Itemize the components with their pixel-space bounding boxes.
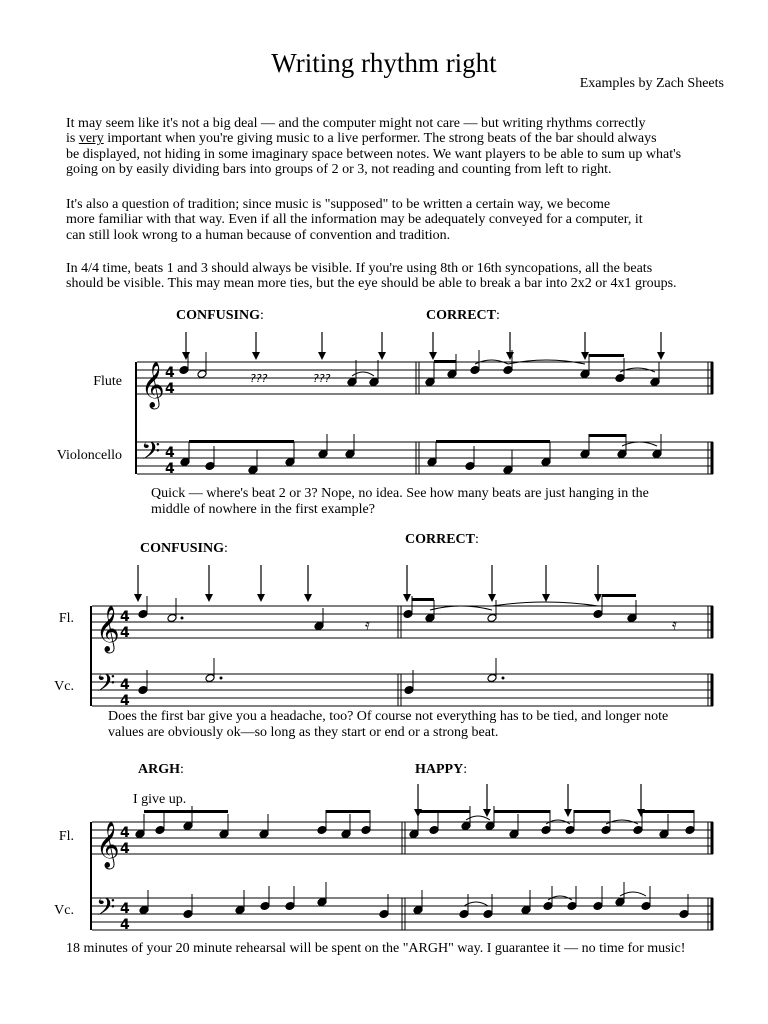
ex2-beat-arrow-7-head: [594, 594, 602, 602]
ex1-beat-arrow-3-head: [378, 352, 386, 360]
ex2-beat-arrow-3-head: [304, 594, 312, 602]
ex1-instrument-flute: Flute: [93, 374, 122, 389]
p1-text-b: important when you're giving music to a live performer. The strong beats of the bar should always be displayed, not hiding in some imaginary space between notes. We want players to be able to sum up what's going on by easily dividing bars into groups of 2 or 3, not reading and counting from left to right.: [66, 131, 682, 178]
ex2-beat-arrow-6-head: [542, 594, 550, 602]
ex1-beat-arrow-5-head: [506, 352, 514, 360]
ex2-fl-tie-1: [430, 606, 492, 610]
ex2-beat-arrow-0-head: [134, 594, 142, 602]
ex2-treble-time-num: 4: [120, 609, 130, 625]
ex2-fl-rest-2: 𝄿: [672, 615, 677, 634]
ex3-bass-clef: 𝄢: [96, 893, 116, 928]
ex1-fl-beam-b: [589, 354, 624, 357]
ex2-label-confusing: CONFUSING:: [140, 541, 228, 556]
ex1-caption: Quick — where's beat 2 or 3? Nope, no idea. See how many beats are just hanging in the middle of nowhere in the first example?: [151, 486, 649, 517]
ex2-fl-dot: [181, 617, 184, 620]
ex1-instrument-cello: Violoncello: [56, 448, 122, 463]
ex2-vc-dot: [220, 677, 223, 680]
ex3-caption: 18 minutes of your 20 minute rehearsal will be spent on the "ARGH" way. I guarantee it — no time for music!: [66, 941, 686, 956]
ex3-fl-beam-a: [144, 810, 228, 813]
ex3-label-happy: HAPPY:: [415, 762, 468, 777]
ex2-caption: Does the first bar give you a headache, too? Of course not everything has to be tied, and longer note values are obviously ok—so long as they start or end or a strong beat.: [108, 709, 669, 740]
ex1-vc-correct-beam-a: [436, 440, 550, 443]
ex3-treble-time-num: 4: [120, 825, 130, 841]
ex1-question-marks-1: ???: [250, 372, 268, 385]
ex3-label-argh: ARGH:: [138, 762, 184, 777]
ex2-beat-arrow-5-head: [488, 594, 496, 602]
ex2-vc-correct-dot: [502, 677, 505, 680]
ex2-fl-beam-b: [602, 594, 636, 597]
ex1-fl-beam-a: [434, 360, 456, 363]
ex1-vc-beam: [189, 440, 294, 443]
p1-text-a: It may seem like it's not a big deal — and the computer might not care — but writing rhythms correctly is: [66, 116, 646, 147]
ex1-beat-arrow-0-head: [182, 352, 190, 360]
ex3-fl-happy-beam-3: [574, 810, 610, 813]
ex3-fl-happy-beam-4: [642, 810, 694, 813]
ex1-beat-arrow-1-head: [252, 352, 260, 360]
ex1-bass-time-num: 4: [165, 445, 175, 461]
ex1-fl-tie: [352, 372, 374, 376]
ex2-bass-time-den: 4: [120, 693, 130, 709]
ex3-instrument-flute: Fl.: [58, 829, 74, 844]
ex2-bass-time-num: 4: [120, 677, 130, 693]
ex3-fl-beam-b: [326, 810, 370, 813]
ex2-fl-beam-a: [412, 598, 434, 601]
ex2-instrument-flute: Fl.: [58, 611, 74, 626]
ex3-note-give-up: I give up.: [133, 792, 187, 807]
ex1-beat-arrow-6-head: [581, 352, 589, 360]
ex2-beat-arrow-4-head: [403, 594, 411, 602]
ex1-vc-tie: [622, 442, 657, 446]
ex3-beat-arrow-2-head: [564, 809, 572, 817]
ex1-label-confusing: CONFUSING:: [176, 308, 264, 323]
ex2-fl-rest: 𝄿: [365, 615, 370, 634]
ex1-beat-arrow-4-head: [429, 352, 437, 360]
ex1-beat-arrow-2-head: [318, 352, 326, 360]
ex1-treble-time-num: 4: [165, 365, 175, 381]
ex3-fl-happy-beam-2: [494, 810, 550, 813]
ex1-bass-time-den: 4: [165, 461, 175, 477]
intro-paragraph-3: In 4/4 time, beats 1 and 3 should always be visible. If you're using 8th or 16th syncopations, all the beats should be visible. This may mean more ties, but the eye should be able to break a bar into 2x2 or 4x1 groups.: [66, 261, 677, 292]
ex1-treble-time-den: 4: [165, 381, 175, 397]
ex2-beat-arrow-2-head: [257, 594, 265, 602]
author-byline: Examples by Zach Sheets: [579, 76, 724, 91]
ex1-vc-correct-beam-b: [589, 434, 626, 437]
ex2-fl-tie-2: [492, 602, 598, 606]
ex3-treble-time-den: 4: [120, 841, 130, 857]
ex3-instrument-cello: Vc.: [54, 903, 74, 918]
ex1-label-correct: CORRECT:: [426, 308, 500, 323]
ex2-bass-clef: 𝄢: [96, 669, 116, 704]
intro-paragraph-2: It's also a question of tradition; since music is "supposed" to be written a certain way, we become more familiar with that way. Even if all the information may be adequately conveyed for a computer, it can still look wrong to a human because of convention and tradition.: [66, 197, 643, 243]
ex3-bass-time-num: 4: [120, 901, 130, 917]
ex2-beat-arrow-1-head: [205, 594, 213, 602]
ex2-treble-clef: 𝄞: [96, 606, 120, 652]
ex2-treble-time-den: 4: [120, 625, 130, 641]
ex3-bass-time-den: 4: [120, 917, 130, 933]
ex3-fl-happy-beam-1: [418, 810, 470, 813]
ex1-question-marks-2: ???: [313, 372, 331, 385]
ex1-bass-clef: 𝄢: [141, 437, 161, 472]
ex1-treble-clef: 𝄞: [141, 362, 165, 408]
ex3-beat-arrow-1-head: [483, 809, 491, 817]
ex2-label-correct: CORRECT:: [405, 532, 479, 547]
page-title: Writing rhythm right: [271, 48, 497, 78]
ex1-beat-arrow-7-head: [657, 352, 665, 360]
ex2-instrument-cello: Vc.: [54, 679, 74, 694]
ex3-treble-clef: 𝄞: [96, 822, 120, 868]
p1-underlined-word: very: [78, 131, 104, 147]
